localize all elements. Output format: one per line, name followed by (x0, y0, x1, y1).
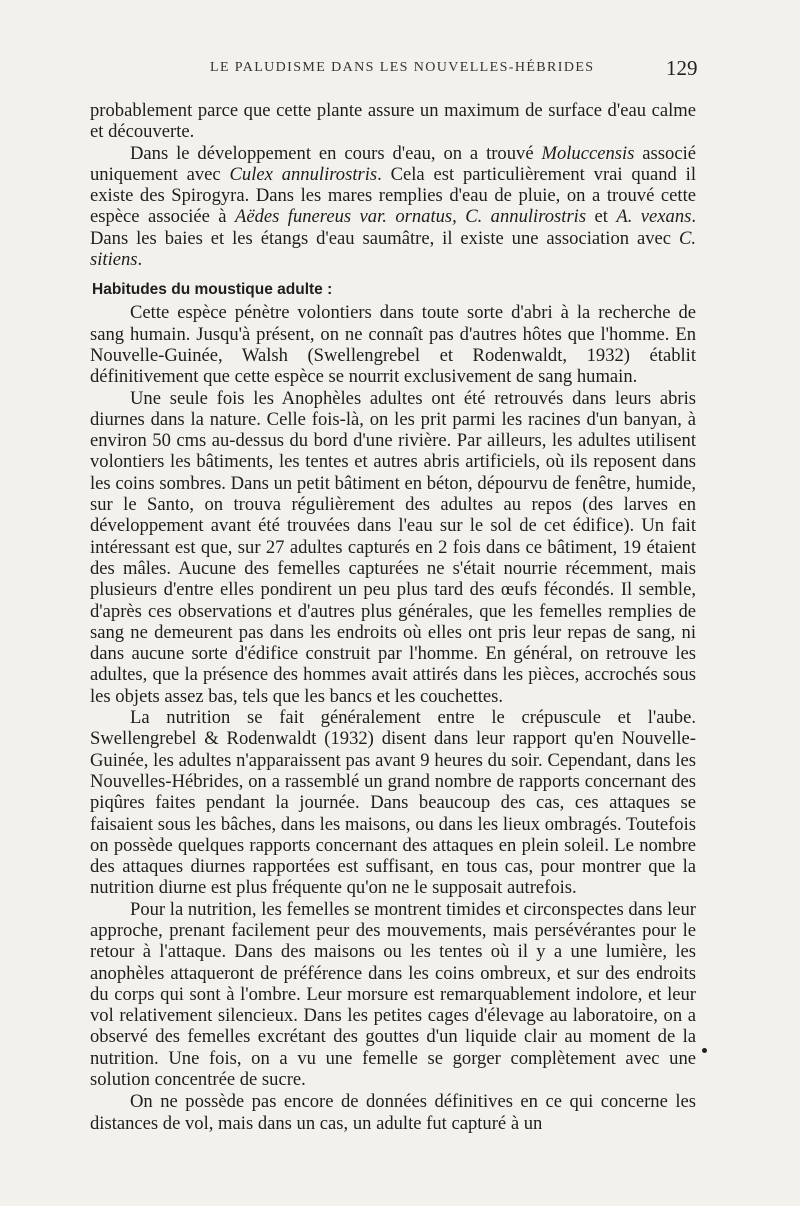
paragraph-6: Pour la nutrition, les femelles se montrent timides et circonspectes dans leur approche, prenant facilement peur des mouvements, mais persévérantes pour le retour à l'attaque. Dans des maisons ou les tentes où il y a une lumière, les anophèles attaqueront de préférence dans les coins ombreux, et sur des endroits du corps qui sont à l'ombre. Leur morsure est remarquablement indolore, et leur vol relativement silencieux. Dans les petites cages d'élevage au laboratoire, on a observé des femelles excrétant des gouttes d'un liquide clair au moment de la nutrition. Une fois, on a vu une femelle se gorger complètement avec une solution concentrée de sucre. (90, 898, 696, 1091)
section-heading: Habitudes du moustique adulte : (92, 281, 333, 299)
paragraph-7: On ne possède pas encore de données définitives en ce qui concerne les distances de vol, mais dans un cas, un adulte fut capturé à un (90, 1091, 696, 1134)
species-name: C. sitiens (90, 227, 696, 271)
text-run: et (586, 206, 617, 228)
page-number: 129 (666, 56, 698, 80)
species-name: Culex annulirostris (229, 163, 378, 185)
species-name: Aëdes funereus var. ornatus, C. annulirostris (234, 206, 587, 228)
paragraph-4: Une seule fois les Anophèles adultes ont été retrouvés dans leurs abris diurnes dans la nature. Celle fois-là, on les prit parmi les racines d'un banyan, à environ 50 cms au-dessus du bord d'une rivière. Par ailleurs, les adultes utilisent volontiers les bâtiments, les tentes et autres abris artificiels, où ils reposent dans les coins sombres. Dans un petit bâtiment en béton, dépourvu de fenêtre, humide, sur le Santo, on trouva régulièrement des adultes au repos (des larves en développement avant été trouvées dans l'eau sur le sol de cet édifice). Un fait intéressant est que, sur 27 adultes capturés en 2 fois dans ce bâtiment, 19 étaient des mâles. Aucune des femelles capturées ne s'était nourrie récemment, mais plusieurs d'entre elles pondirent un peu plus tard des œufs fécondés. Il semble, d'après ces observations et d'autres plus générales, que les femelles remplies de sang ne demeurent pas dans les endroits où elles ont pris leur repas de sang, ni dans aucune sorte d'édifice construit par l'homme. En général, on retrouve les adultes, que la présence des hommes avait attirés dans les pièces, accrochés sous les objets assez bas, tels que les bancs et les couchettes. (90, 387, 696, 707)
text-run: associé uniquement avec (90, 142, 697, 185)
text-run: Dans le développement en cours d'eau, on a trouvé (130, 142, 542, 164)
species-name: A. vexans (616, 206, 692, 228)
paragraph-2 (90, 143, 696, 271)
species-name: Moluccensis (541, 142, 635, 164)
paragraph-3: Cette espèce pénètre volontiers dans toute sorte d'abri à la recherche de sang humain. Jusqu'à présent, on ne connaît pas d'autres hôtes que l'homme. En Nouvelle-Guinée, Walsh (Swellengrebel et Rodenwaldt, 1932) établit définitivement que cette espèce se nourrit exclusivement de sang humain. (90, 302, 696, 388)
text-run: . Cela est particulièrement vrai quand il existe des Spirogyra. Dans les mares remplies d'eau de pluie, on a trouvé cette espèce associée à (90, 163, 697, 228)
margin-dot (702, 1048, 707, 1053)
paragraph-1: probablement parce que cette plante assure un maximum de surface d'eau calme et découverte. (90, 100, 696, 143)
running-title: LE PALUDISME DANS LES NOUVELLES-HÉBRIDES (210, 60, 595, 75)
text-run: . Dans les baies et les étangs d'eau saumâtre, il existe une association avec (90, 206, 697, 249)
text-run: . (137, 249, 143, 271)
body-text (90, 100, 696, 1134)
paragraph-5: La nutrition se fait généralement entre le crépuscule et l'aube. Swellengrebel & Rodenwaldt (1932) disent dans leur rapport qu'en Nouvelle-Guinée, les adultes n'apparaissent pas avant 9 heures du soir. Cependant, dans les Nouvelles-Hébrides, on a rassemblé un grand nombre de rapports concernant des piqûres faites pendant la journée. Dans beaucoup des cas, ces attaques se faisaient sous les bâches, dans les maisons, ou dans les lieux ombragés. Toutefois on possède quelques rapports concernant des attaques en plein soleil. Le nombre des attaques diurnes rapportées est suffisant, en tous cas, pour montrer que la nutrition diurne est plus fréquente qu'on ne le supposait autrefois. (90, 707, 696, 899)
